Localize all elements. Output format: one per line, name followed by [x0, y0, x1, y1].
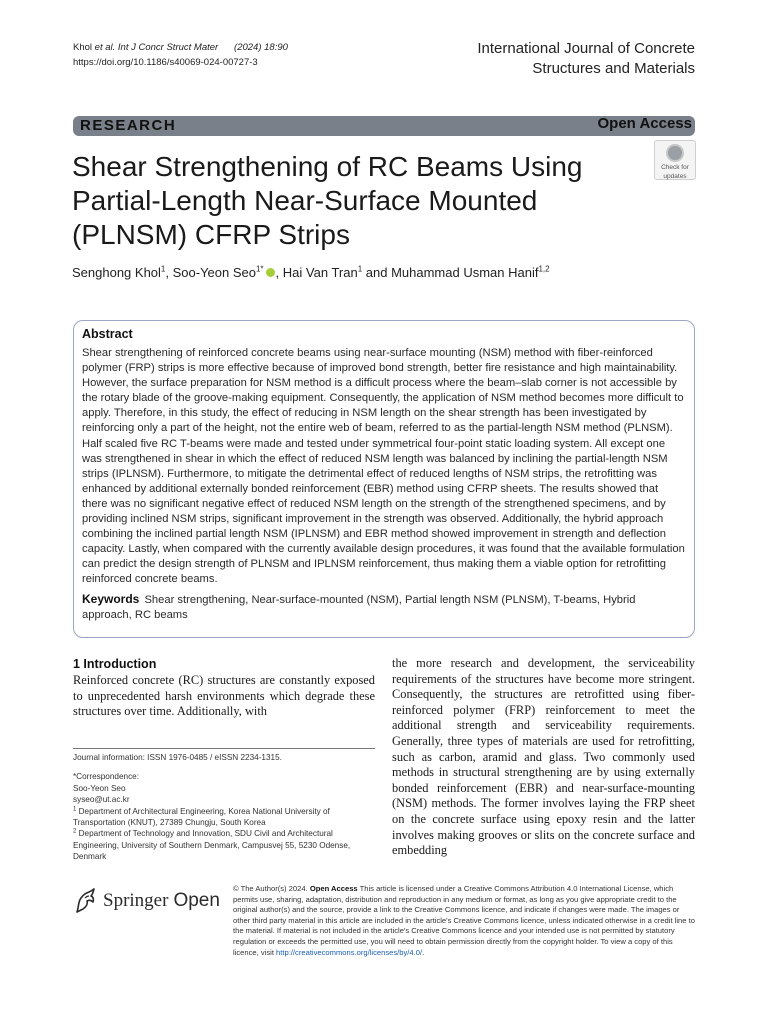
- correspondence-name: Soo-Yeon Seo: [73, 783, 126, 793]
- abstract-heading: Abstract: [82, 327, 133, 341]
- article-title: Shear Strengthening of RC Beams Using Partial-Length Near-Surface Mounted (PLNSM) CFRP Strips: [72, 151, 583, 250]
- body-column-left: [73, 656, 375, 720]
- license-url-link[interactable]: http://creativecommons.org/licenses/by/4.0/: [276, 947, 423, 957]
- abstract-box: [73, 320, 695, 638]
- keywords-list: Shear strengthening, Near-surface-mounted (NSM), Partial length NSM (PLNSM), T-beams, Hybrid approach, RC beams: [82, 593, 636, 621]
- springer-horse-logo-icon: [73, 888, 97, 914]
- affiliation-1-number: 1: [73, 805, 77, 812]
- author-name[interactable]: Muhammad Usman Hanif: [391, 265, 539, 280]
- license-notice: [233, 884, 695, 958]
- body-column-right: [392, 656, 695, 859]
- affiliation-2-number: 2: [73, 828, 77, 835]
- introduction-paragraph-left: Reinforced concrete (RC) structures are constantly exposed to unprecedented harsh environments which degrade these structures over time. Additionally, with: [73, 673, 375, 719]
- check-for-updates-line2: updates: [663, 173, 687, 180]
- journal-name-line2: Structures and Materials: [532, 60, 695, 77]
- journal-name-line1: International Journal of Concrete: [477, 40, 695, 57]
- citation-year-volume: (2024) 18:90: [234, 42, 288, 53]
- journal-information: Journal information: ISSN 1976-0485 / eISSN 2234-1315.: [73, 753, 282, 762]
- journal-name: [435, 39, 695, 79]
- author-affiliation-sup: 1: [357, 264, 363, 274]
- open-wordmark: Open: [173, 890, 220, 911]
- correspondence-label: *Correspondence:: [73, 772, 139, 782]
- author-name[interactable]: Senghong Khol: [72, 265, 161, 280]
- author-affiliation-sup: 1,2: [538, 264, 550, 274]
- copyright-lead: © The Author(s) 2024.: [233, 884, 308, 893]
- footnotes: [73, 752, 375, 863]
- author-affiliation-sup: 1: [160, 264, 166, 274]
- orcid-icon[interactable]: [266, 268, 275, 277]
- citation-authors: Khol: [73, 42, 93, 53]
- article-type-label: RESEARCH: [80, 117, 177, 134]
- affiliation-1: [73, 806, 375, 829]
- springer-open-logo[interactable]: [73, 884, 220, 918]
- author-list: Senghong Khol$^1$, Soo-Yeon Seo$^{1*}$ , Hai Van Tran$^1$ and Muhammad Usman Hanif$^{1,2}$: [72, 264, 550, 280]
- abstract-text: Shear strengthening of reinforced concrete beams using near-surface mounting (NSM) method with fiber-reinforced polymer (FRP) strips is more effective because of improved bond strength, better fire resistance and high maintainability. However, the surface preparation for NSM method is a difficult process where the beam–slab corner is not accessible by the rotary blade of the groove-making equipment. Consequently, the application of NSM method becomes more difficult to apply. Therefore, in this study, the effect of reducing in NSM length on the shear strength has been investigated by reinforcing only a part of the height, not the entire web of beam, referred to as the partial-length NSM method (PLNSM). Half scaled five RC T-beams were made and tested under symmetrical four-point static loading system. All except one was strengthened in shear in which the effect of reduced NSM length was balanced by inclining the partial-length NSM strips (IPLNSM). Furthermore, to mitigate the detrimental effect of reduced lengths of NSM strips, the retrofitting was enhanced by additional externally bonded reinforcement (EBR) method using CFRP sheets. The results showed that there was no significant negative effect of reduced NSM length on the strength of the strengthened specimens, and by providing inclined NSM strips, significant improvement in the strength was observed. Additionally, the hybrid approach combining the inclined partial length NSM (IPLNSM) and EBR method showed improvement in strength and deflection capacity. Lastly, when compared with the currently available design procedures, it was found that the available formulation can predict the design strength of PLNSM and IPLNSM reinforcement, thus making them a viable option for retrofitting reinforced concrete beams.: [82, 347, 685, 586]
- section-heading-introduction: 1 Introduction: [73, 657, 157, 671]
- affiliation-1-text: Department of Architectural Engineering, Korea National University of Transportation (KNUT), 27389 Chungju, South Korea: [73, 806, 330, 828]
- affiliation-2-text: Department of Technology and Innovation, SDU Civil and Architectural Engineering, University of Southern Denmark, Campusvej 55, 5230 Odense, Denmark: [73, 829, 351, 862]
- author-affiliation-sup: 1*: [255, 264, 264, 274]
- license-tail: .: [422, 947, 425, 957]
- introduction-paragraph-right: the more research and development, the serviceability requirements of the structures have become more stringent. Consequently, the structures are retrofitted using fiber-reinforced polymer (FRP) reinforcement to meet the additional strength and serviceability requirements. Generally, three types of materials are used for retrofitting, such as carbon, aramid and glass. Two commonly used methods in structural strengthening are by using externally bonded reinforcement (EBR) and near-surface-mounting (NSM) methods. The former involves laying the FRP sheet on the concrete surface using epoxy resin and the latter involves making grooves or slits on the concrete surface and embedding: [392, 656, 695, 858]
- author-name[interactable]: Soo-Yeon Seo: [172, 265, 256, 280]
- open-access-label: Open Access: [597, 115, 692, 132]
- license-open-access: Open Access: [309, 884, 358, 893]
- correspondence-email[interactable]: syseo@ut.ac.kr: [73, 795, 130, 805]
- footnote-divider: [73, 748, 375, 749]
- running-header: [73, 40, 288, 70]
- check-for-updates-line1: Check for: [661, 164, 689, 171]
- license-text: This article is licensed under a Creative Commons Attribution 4.0 International License, which permits use, sharing, adaptation, distribution and reproduction in any medium or format, as long as you give appropriate credit to the original author(s) and the source, provide a link to the Creative Commons licence, and indicate if changes were made. The images or other third party material in this article are included in the article's Creative Commons licence, unless indicated otherwise in a credit line to the material. If material is not included in the article's Creative Commons licence and your intended use is not permitted by statutory regulation or exceeds the permitted use, you will need to obtain permission directly from the copyright holder. To view a copy of this licence, visit: [233, 884, 695, 957]
- affiliation-2: [73, 828, 375, 862]
- check-for-updates-button[interactable]: [654, 140, 696, 180]
- doi-link[interactable]: https://doi.org/10.1186/s40069-024-00727-3: [73, 57, 258, 68]
- check-for-updates-icon: [666, 144, 684, 162]
- keywords: [82, 592, 686, 623]
- citation-journal: et al. Int J Concr Struct Mater: [94, 42, 219, 53]
- author-conjunction: and: [362, 265, 392, 280]
- springer-wordmark: Springer: [103, 890, 169, 911]
- citation-line: [73, 40, 288, 55]
- author-name[interactable]: Hai Van Tran: [282, 265, 358, 280]
- keywords-label: Keywords: [82, 591, 140, 606]
